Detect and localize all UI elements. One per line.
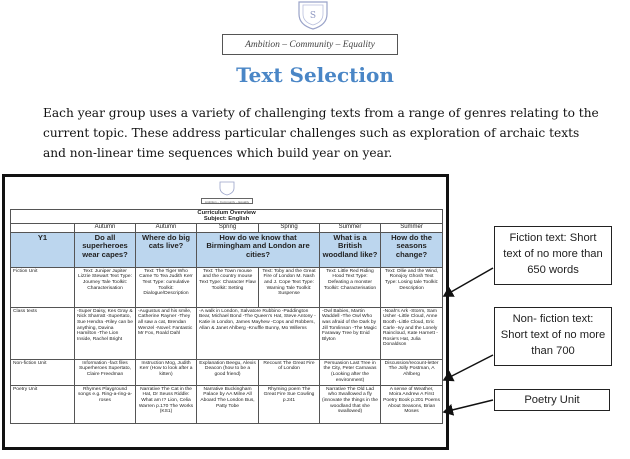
topic-question: What is a British woodland like?: [320, 232, 381, 267]
intro-line: Each year group uses a variety of challenging texts from a range of genres relating to the: [43, 106, 599, 120]
term-header: Summer: [320, 224, 381, 233]
nonfiction-cell: Discussion/recount-letter The Jolly Postman, A Ahlberg: [381, 359, 443, 385]
fiction-cell: Text: Toby and the Great Fire of London M. Nash and J. Cope Text Type: Warning Tale Toolkit: Suspense: [259, 267, 320, 307]
row-label-nonfiction: Non-fiction Unit: [11, 359, 75, 385]
nonfiction-cell: Persuasion Last Tree in the City, Peter Carnavas (Looking after the environment): [320, 359, 381, 385]
curriculum-table: [10, 209, 443, 424]
row-label-fiction: Fiction Unit: [11, 267, 75, 307]
fiction-arrow: [444, 268, 493, 296]
fiction-cell: Text: Juniper Jupiter Lizzie Stewart Text Type: Journey Tale Toolkit: Characterisation: [75, 267, 136, 307]
intro-paragraph: [43, 103, 603, 163]
overview-header: [11, 210, 443, 224]
class-text-cell: -A walk in London, Salvatore Rubbino -Paddington Bear, Michael Bond -The Queen's Hat, Steve Antony -Katie in London, James Mayhew -Cops and Robbers, Allan & Janet Ahlberg -Knuffle Bunny, Mo Willems: [197, 307, 320, 359]
fiction-callout: Fiction text: Short text of no more than 650 words: [494, 226, 612, 285]
poetry-callout: Poetry Unit: [494, 389, 610, 411]
class-text-cell: -Owl Babies, Martin Waddell -The Owl Who was afraid of the Dark by Jill Tomlinson -The Magic Faraway Tree by Enid Blyton: [320, 307, 381, 359]
term-header: Spring: [197, 224, 259, 233]
intro-line: and non-linear time sequences which build year on year.: [43, 146, 393, 160]
poetry-arrow: [444, 400, 493, 412]
page-title: Text Selection: [236, 63, 394, 87]
term-header: Autumn: [75, 224, 136, 233]
fiction-cell: Text: The Town mouse and the country mouse Text Type: Character Flaw Toolkit: Setting: [197, 267, 259, 307]
term-header: Autumn: [136, 224, 197, 233]
school-motto: Ambition – Community – Equality: [222, 34, 398, 55]
fiction-cell: Text: Little Red Riding Hood Text Type: Defeating a monster Toolkit: Characterisation: [320, 267, 381, 307]
topic-question: Where do big cats live?: [136, 232, 197, 267]
fiction-cell: Text: Ollie and the Wind, Ronojoy Ghosh Text Type: Losing tale Toolkit: Description: [381, 267, 443, 307]
curriculum-overview-image: [2, 174, 449, 450]
nonfiction-arrow: [444, 355, 493, 380]
poetry-cell: A sense of Weather, Moira Andrew A First Poetry Book p.201 Poems About Seasons, Brian Moses: [381, 385, 443, 423]
fiction-cell: Text: The Tiger Who Came To Tea Judith Kerr Text Type: cumulative Toolkit: Dialogue/Description: [136, 267, 197, 307]
topic-question: How do we know that Birmingham and London are cities?: [197, 232, 320, 267]
class-text-cell: -Super Daisy, Kes Gray & Nick Sharratt -Supertato, Sue Hendra -Riley can be anything, Davina Hamilton -The Lion Inside, Rachel Bright: [75, 307, 136, 359]
overview-motto: Ambition – Community – Equality: [201, 198, 253, 204]
overview-crest-icon: [218, 181, 236, 196]
nonfiction-cell: Explanation Beegu, Alexis Deacon (how to be a good friend): [197, 359, 259, 385]
nonfiction-cell: Instruction Mog, Judith Kerr (How to look after a kitten): [136, 359, 197, 385]
poetry-cell: Narrative The Cat in the Hat, Dr Seuss Riddle: What am I? Lion, Celia Warren p.170 The Works (KS1): [136, 385, 197, 423]
term-header: Summer: [381, 224, 443, 233]
class-text-cell: -Augustus and his smile, Catherine Rayner -They all saw a cat, Brendan Wenzel -Novel: Fantastic Mr Fox, Roald Dahl: [136, 307, 197, 359]
topic-question: Do all superheroes wear capes?: [75, 232, 136, 267]
intro-line: current topic. These address particular challenges such as exploration of archaic texts: [43, 126, 580, 140]
nonfiction-callout: Non- fiction text: Short text of no more than 700: [494, 307, 612, 366]
overview-title: Curriculum Overview: [197, 210, 256, 216]
row-label-poetry: Poetry Unit: [11, 385, 75, 423]
topic-question: How do the seasons change?: [381, 232, 443, 267]
class-text-cell: -Noah's Ark -Storm, Sam Usher -Little Cloud, Anne Booth -Little Cloud, Eric Carle -Ivy and the Lonely Raincloud, Kate Harnett -Rosie's Hat, Julia Donaldson: [381, 307, 443, 359]
year-label: Y1: [11, 232, 75, 267]
table-corner: [11, 224, 75, 233]
poetry-cell: Narrative Buckingham Palace by AA Milne All Aboard The London Bus, Patty Tobe: [197, 385, 259, 423]
poetry-cell: Narrative The Old Lad who Swallowed a fly (innovate the things in the woodland that she swallowed): [320, 385, 381, 423]
nonfiction-cell: Information -fact files Superheroes Supertato, Claire Freedman: [75, 359, 136, 385]
poetry-cell: Rhymes Playground songs e.g. Ring-a-ring-a-roses: [75, 385, 136, 423]
term-header: Spring: [259, 224, 320, 233]
overview-subject: Subject: English: [203, 215, 250, 222]
svg-text:S: S: [309, 11, 317, 21]
row-label-class-texts: Class texts: [11, 307, 75, 359]
poetry-cell: Rhyming poem The Great Fire Sue Cowling p.241: [259, 385, 320, 423]
school-crest-icon: [296, 0, 330, 30]
nonfiction-cell: Recount The Great Fire of London: [259, 359, 320, 385]
